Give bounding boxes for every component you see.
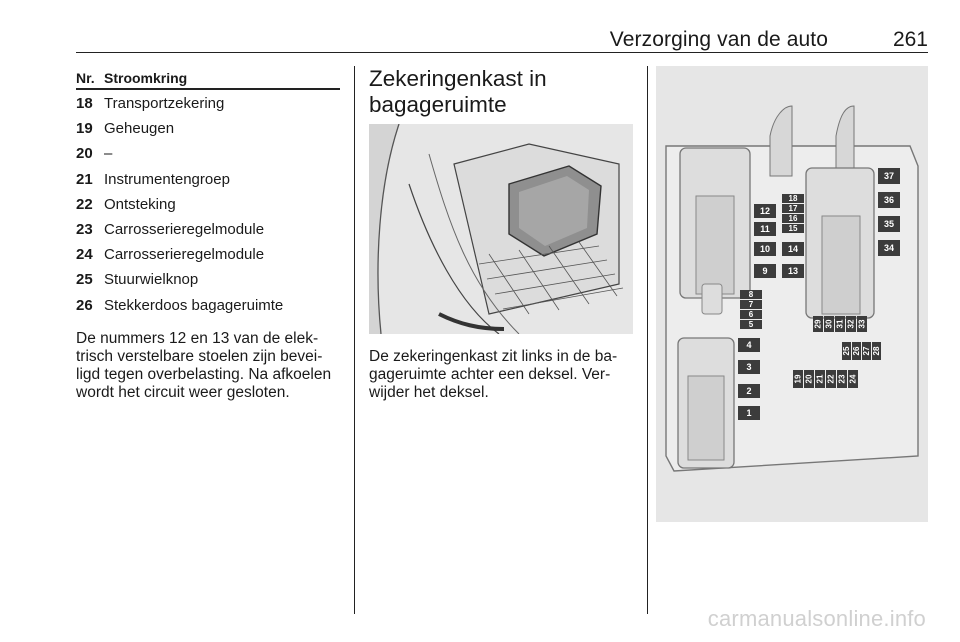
row-nr: 24 [76,246,93,264]
fuse-label: 12 [759,206,771,216]
table-header-nr: Nr. [76,70,95,86]
header-rule [76,52,928,53]
table-row [76,91,340,116]
row-nr: 23 [76,221,93,239]
fuse-label: 37 [883,171,895,181]
fuse-label: 34 [883,243,895,253]
fuse-table-body [76,90,340,318]
fuse-box-diagram [656,66,928,522]
fuse-label: 24 [848,374,858,384]
fuse-label: 30 [824,319,834,329]
relay-upper-middle-body [822,216,860,314]
fuse-label: 11 [760,224,770,234]
fuse-label: 21 [815,374,825,384]
fuse-table-header [76,66,340,90]
fuse-label: 16 [788,214,798,223]
table-row [76,141,340,166]
column-divider-right [647,66,648,614]
watermark: carmanualsonline.info [707,606,926,631]
fuse-label: 1 [746,408,752,418]
small-connector [702,284,722,314]
fuse-label: 32 [846,319,856,329]
fuse-label: 29 [813,319,823,329]
fuse-label: 26 [852,346,861,356]
row-label: Transportzekering [104,95,225,113]
fuse-label: 2 [746,386,752,396]
column-divider-left [354,66,355,614]
fuse-label: 4 [746,340,752,350]
fuse-label: 15 [788,224,798,233]
fuse-label: 23 [837,374,847,384]
fuse-label: 20 [804,374,814,384]
row-label: – [104,145,113,163]
row-label: Carrosserieregelmodule [104,221,265,239]
page-number: 261 [892,28,928,51]
row-nr: 25 [76,271,93,289]
row-nr: 19 [76,120,93,138]
fuse-label: 10 [759,244,771,254]
fuse-label: 17 [788,204,798,213]
row-nr: 20 [76,145,93,163]
fuse-label: 18 [788,194,798,203]
row-label: Carrosserieregelmodule [104,246,265,264]
table-header-circuit: Stroomkring [104,70,188,86]
seat-fuse-note: De nummers 12 en 13 van de elektrisch verstelbare stoelen zijn beveiligd tegen overbelasting. Na afkoelen wordt het circuit weer gesloten. [76,329,332,401]
row-label: Ontsteking [104,195,176,213]
table-row [76,242,340,267]
fuse-label: 25 [842,346,851,356]
row-label: Geheugen [104,120,175,138]
fuse-label: 5 [748,320,754,329]
table-row [76,116,340,141]
fuse-label: 19 [793,374,803,384]
row-nr: 26 [76,296,93,314]
row-nr: 22 [76,195,93,213]
fuse-label: 33 [857,319,867,329]
row-label: Stuurwielknop [104,271,199,289]
relay-lower-left-body [688,376,724,460]
table-row [76,267,340,292]
table-row [76,167,340,192]
fuse-label: 14 [787,244,799,254]
fuse-label: 27 [862,346,871,356]
fuse-label: 28 [872,346,881,356]
fuse-label: 36 [883,195,895,205]
table-row [76,293,340,318]
fuse-label: 7 [748,300,754,309]
relay-upper-left-body [696,196,734,294]
fuse-label: 3 [746,362,752,372]
fuse-label: 13 [787,266,799,276]
fuse-label: 6 [748,310,754,319]
table-row [76,192,340,217]
fuse-label: 31 [835,319,845,329]
left-column [76,66,340,402]
row-nr: 21 [76,170,93,188]
section-title: Zekeringenkast in bagageruimte [369,66,547,117]
fuse-label: 8 [748,290,754,299]
fuse-label: 35 [883,219,895,229]
running-header-title: Verzorging van de auto [609,28,828,51]
row-label: Instrumentengroep [104,170,230,188]
row-nr: 18 [76,95,93,113]
fuse-label: 9 [762,266,768,276]
trunk-fuse-cover-illustration [369,124,633,334]
fuse-box-location-text: De zekeringenkast zit links in de bagageruimte achter een deksel. Verwijder het deksel. [369,348,618,401]
fuse-label: 22 [826,374,836,384]
row-label: Stekkerdoos bagageruimte [104,296,284,314]
table-row [76,217,340,242]
middle-column [369,66,633,401]
